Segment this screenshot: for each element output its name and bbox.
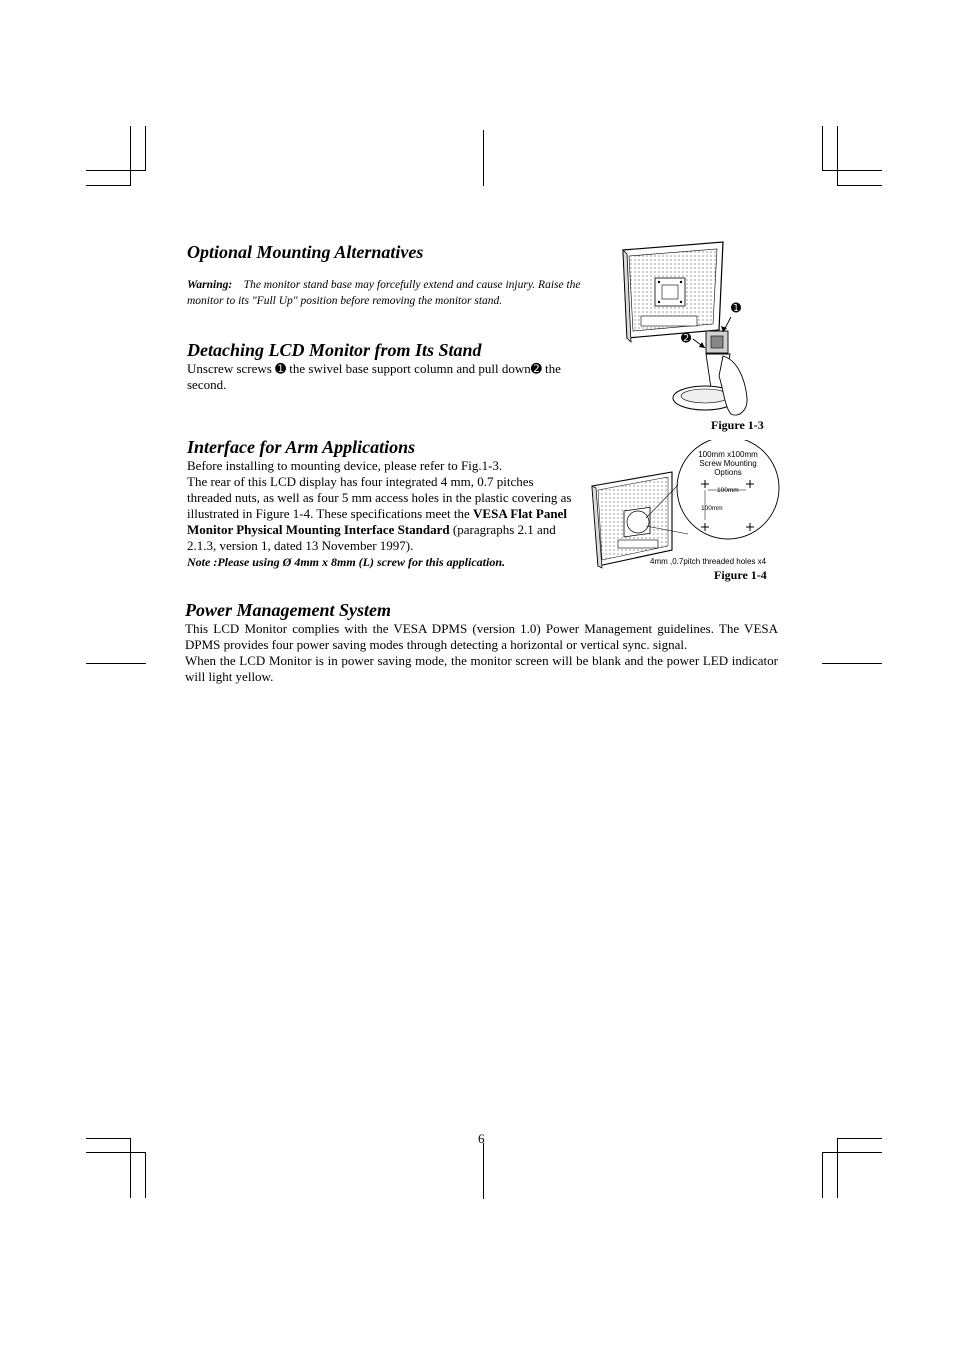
interface-note: Note :Please using Ø 4mm x 8mm (L) screw for this application. [187,555,505,569]
fig14-dim-horizontal: 100mm [717,487,739,494]
fig14-callout-line-2: Screw Mounting [699,459,757,468]
fig14-callout-line-1: 100mm x100mm [698,450,758,459]
fig13-marker-2-icon: ➋ [681,331,692,345]
warning-text: The monitor stand base may forcefully extend and cause injury. Raise the monitor to its "Full Up" position before removing the monitor stand. [187,279,581,307]
detaching-text-c: the second. [187,361,561,392]
fig14-holes-label: 4mm ,0.7pitch threaded holes x4 [650,557,767,566]
warning-paragraph [187,277,582,309]
page-number: 6 [478,1131,485,1146]
figure-1-3-illustration [605,238,755,420]
figure-1-4-illustration [588,440,782,570]
interface-line-2 [187,474,577,554]
figure-1-4-caption: Figure 1-4 [714,568,767,582]
interface-line-2-end: (paragraphs 2.1 and 2.1.3, version 1, dated 13 November 1997). [187,522,556,553]
figure-1-3-caption: Figure 1-3 [711,418,764,432]
power-paragraph-2: When the LCD Monitor is in power saving mode, the monitor screen will be blank and the power LED indicator will light yellow. [185,653,778,684]
heading-power-management: Power Management System [185,600,391,620]
fig14-dim-vertical: 100mm [701,505,723,512]
interface-line-2-text: The rear of this LCD display has four integrated 4 mm, 0.7 pitches threaded nuts, as well as four 5 mm access holes in the plastic covering as illustrated in Figure 1-4. These specifications meet the [187,474,572,521]
heading-interface-arm: Interface for Arm Applications [187,437,416,457]
detaching-text-a: Unscrew screws [187,361,276,376]
heading-optional-mounting: Optional Mounting Alternatives [187,242,424,262]
marker-1-icon: ➊ [275,361,286,376]
interface-line-1: Before installing to mounting device, please refer to Fig.1-3. [187,458,503,473]
warning-label: Warning: [187,279,233,291]
power-paragraph-1: This LCD Monitor complies with the VESA DPMS (version 1.0) Power Management guidelines. The VESA DPMS provides four power saving modes through detecting a horizontal or vertical sync. signal. [185,621,778,652]
vesa-standard-name: VESA Flat Panel Monitor Physical Mounting Interface Standard [187,506,567,537]
detaching-text-b: the swivel base support column and pull down [286,361,531,376]
marker-2-icon: ➋ [530,361,542,376]
heading-detaching: Detaching LCD Monitor from Its Stand [187,340,482,360]
interface-paragraph [187,458,577,570]
fig13-marker-1-icon: ➊ [731,301,742,315]
detaching-paragraph [187,361,589,393]
fig14-callout-line-3: Options [714,468,742,477]
